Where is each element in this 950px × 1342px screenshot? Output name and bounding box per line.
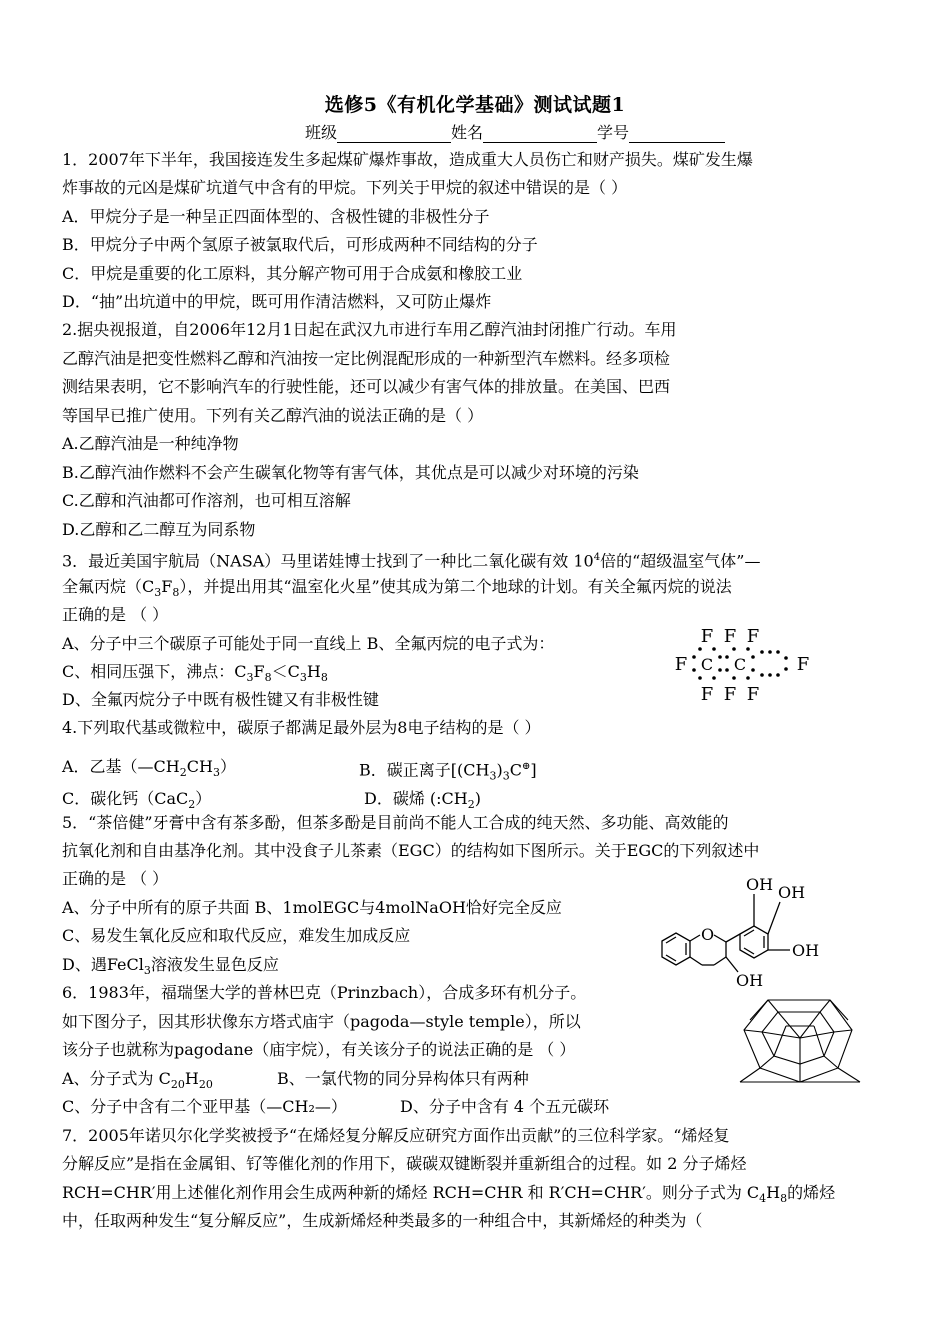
name-blank[interactable] (483, 125, 597, 143)
q4-text: C (509, 760, 522, 780)
q1-stem-line-2: 炸事故的元凶是煤矿坑道气中含有的甲烷。下列关于甲烷的叙述中错误的是（ ） (62, 178, 628, 197)
q3-subscript: 3 (154, 586, 162, 600)
fluorine-symbol: F (796, 654, 810, 675)
q3-subscript: 8 (264, 671, 272, 685)
q4-subscript: 3 (212, 766, 220, 780)
fluorine-symbol: F (723, 626, 737, 647)
q3-text: C、相同压强下，沸点：C (62, 662, 247, 681)
fluorine-symbol: F (723, 684, 737, 705)
q1-option-b: B．甲烷分子中两个氢原子被氯取代后，可形成两种不同结构的分子 (62, 235, 538, 254)
egc-structure-figure (650, 866, 830, 996)
number-label: 学号 (597, 123, 630, 142)
q2-option-d: D.乙醇和乙二醇互为同系物 (62, 520, 256, 539)
q3-text: 全氟丙烷（C (62, 577, 155, 596)
q7-text: 的烯烃 (787, 1183, 836, 1202)
q1-option-a: A．甲烷分子是一种呈正四面体型的、含极性键的非极性分子 (62, 207, 490, 226)
q7-text: H (766, 1183, 781, 1202)
q3-options-ab: A、分子中三个碳原子可能处于同一直线上 B、全氟丙烷的电子式为： (62, 634, 555, 653)
q3-subscript: 3 (246, 671, 254, 685)
carbon-symbol: C (700, 655, 714, 674)
hydroxyl-label: OH (736, 971, 764, 990)
fluorine-symbol: F (746, 684, 760, 705)
q1-stem-line-1: 1．2007年下半年，我国接连发生多起煤矿爆炸事故，造成重大人员伤亡和财产损失。煤矿发生爆 (62, 150, 753, 169)
q5-subscript: 3 (143, 964, 151, 978)
q3-text: H (306, 662, 321, 681)
q5-text: 溶液发生显色反应 (150, 955, 279, 974)
q3-text: ），并提出用其“温室化火星”使其成为第二个地球的计划。有关全氟丙烷的说法 (179, 577, 732, 596)
q6-option-a (62, 1069, 213, 1095)
q4-text: CH (186, 757, 213, 776)
q4-option-a (62, 757, 236, 783)
q4-subscript: 3 (489, 769, 497, 783)
name-label: 姓名 (451, 123, 484, 142)
q7-subscript: 4 (759, 1192, 767, 1206)
q5-stem-line-1: 5．“茶倍健”牙膏中含有茶多酚，但茶多酚是目前尚不能人工合成的纯天然、多功能、高效能的 (62, 813, 729, 832)
q1-option-d: D．“抽”出坑道中的甲烷，既可用作清洁燃料，又可防止爆炸 (62, 292, 492, 311)
q3-text: 倍的“超级温室气体”— (600, 551, 761, 571)
q4-text: ） (195, 789, 212, 808)
oxygen-label: O (701, 925, 715, 944)
q4-option-b (359, 757, 537, 787)
q5-stem-line-2: 抗氧化剂和自由基净化剂。其中没食子儿茶素（EGC）的结构如下图所示。关于EGC的下列叙述中 (62, 841, 760, 860)
q3-superscript: 4 (593, 552, 601, 563)
q4-subscript: 2 (467, 798, 475, 812)
q2-option-a: A.乙醇汽油是一种纯净物 (62, 434, 239, 453)
q3-option-d: D、全氟丙烷分子中既有极性键又有非极性键 (62, 690, 379, 709)
hydroxyl-label: OH (792, 941, 820, 960)
q6-text: A、分子式为 C (62, 1069, 171, 1088)
fluorine-symbol: F (700, 626, 714, 647)
q4-text: ） (219, 757, 236, 776)
q6-option-b: B、一氯代物的同分异构体只有两种 (277, 1069, 529, 1088)
pagodane-structure-figure (738, 990, 862, 1088)
q3-subscript: 8 (320, 671, 328, 685)
q7-stem-line-4: 中，任取两种发生“复分解反应”，生成新烯烃种类最多的一种组合中，其新烯烃的种类为（ (62, 1211, 703, 1230)
q4-subscript: 2 (179, 766, 187, 780)
q6-subscript: 20 (170, 1078, 185, 1092)
q2-option-b: B.乙醇汽油作燃料不会产生碳氧化物等有害气体，其优点是可以减少对环境的污染 (62, 463, 639, 482)
q4-superscript: ⊕ (521, 761, 531, 772)
q3-text: ＜C (271, 662, 300, 681)
q4-text: C．碳化钙（CaC (62, 789, 189, 808)
q4-text: ) (474, 789, 481, 808)
q3-option-c (62, 662, 328, 688)
q6-stem-line-1: 6．1983年，福瑞堡大学的普林巴克（Prinzbach），合成多环有机分子。 (62, 983, 587, 1002)
q2-option-c: C.乙醇和汽油都可作溶剂，也可相互溶解 (62, 491, 351, 510)
q6-option-d: D、分子中含有 4 个五元碳环 (400, 1097, 610, 1116)
q4-subscript: 2 (188, 798, 196, 812)
q7-stem-line-2: 分解反应”是指在金属钼、钌等催化剂的作用下，碳碳双键断裂并重新组合的过程。如 2 分子烯烃 (62, 1154, 747, 1173)
q3-stem-line-1 (62, 548, 760, 571)
q4-option-c (62, 789, 211, 815)
q7-text: RCH=CHR′用上述催化剂作用会生成两种新的烯烃 RCH=CHR 和 R′CH=CHR′。则分子式为 C (62, 1183, 760, 1202)
page-title: 选修5《有机化学基础》测试试题1 (324, 94, 626, 116)
q4-option-d (364, 789, 481, 815)
fluorine-symbol: F (674, 654, 688, 675)
q4-text: ) (496, 760, 503, 780)
class-blank[interactable] (337, 125, 451, 143)
q6-subscript: 20 (198, 1078, 213, 1092)
q6-text: H (184, 1069, 199, 1088)
q2-stem-line-2: 乙醇汽油是把变性燃料乙醇和汽油按一定比例混配形成的一种新型汽车燃料。经多项检 (62, 349, 671, 368)
q2-stem-line-1: 2.据央视报道，自2006年12月1日起在武汉九市进行车用乙醇汽油封闭推广行动。车用 (62, 320, 677, 339)
q6-stem-line-2: 如下图分子，因其形状像东方塔式庙宇（pagoda—style temple），所以 (62, 1012, 581, 1031)
q5-text: D、遇FeCl (62, 955, 144, 974)
q5-stem-line-3: 正确的是 （ ） (62, 869, 169, 888)
q4-text: ] (530, 760, 537, 780)
q4-stem: 4.下列取代基或微粒中，碳原子都满足最外层为8电子结构的是（ ） (62, 718, 541, 737)
class-label: 班级 (305, 123, 338, 142)
q7-stem-line-3 (62, 1183, 835, 1209)
q2-stem-line-3: 测结果表明，它不影响汽车的行驶性能，还可以减少有害气体的排放量。在美国、巴西 (62, 377, 671, 396)
q4-subscript: 3 (502, 769, 510, 783)
fluorine-symbol: F (746, 626, 760, 647)
q4-text: A．乙基（—CH (62, 757, 180, 776)
electron-formula-figure (670, 622, 820, 708)
hydroxyl-label: OH (778, 883, 806, 902)
q1-option-c: C．甲烷是重要的化工原料，其分解产物可用于合成氨和橡胶工业 (62, 264, 523, 283)
q3-text: F (161, 577, 173, 596)
q3-subscript: 3 (299, 671, 307, 685)
q7-subscript: 8 (780, 1192, 788, 1206)
q3-text: 3．最近美国宇航局（NASA）马里诺娃博士找到了一种比二氧化碳有效 10 (62, 551, 594, 571)
student-info-line (305, 120, 725, 143)
hydroxyl-label: OH (746, 875, 774, 894)
q6-option-c: C、分子中含有二个亚甲基（—CH₂—） (62, 1097, 347, 1116)
q4-text: D．碳烯 (:CH (364, 789, 468, 808)
carbon-symbol: C (733, 655, 747, 674)
q3-stem-line-2 (62, 577, 732, 603)
q3-subscript: 8 (172, 586, 180, 600)
fluorine-symbol: F (700, 684, 714, 705)
q3-stem-line-3: 正确的是 （ ） (62, 605, 169, 624)
number-blank[interactable] (629, 125, 725, 143)
q6-stem-line-3: 该分子也就称为pagodane（庙宇烷），有关该分子的说法正确的是 （ ） (62, 1040, 576, 1059)
q4-text: B．碳正离子[(CH (359, 760, 490, 780)
q5-option-d (62, 955, 279, 981)
q2-stem-line-4: 等国早已推广使用。下列有关乙醇汽油的说法正确的是（ ） (62, 406, 484, 425)
q5-option-c: C、易发生氧化反应和取代反应，难发生加成反应 (62, 926, 411, 945)
q7-stem-line-1: 7．2005年诺贝尔化学奖被授予“在烯烃复分解反应研究方面作出贡献”的三位科学家。“烯烃复 (62, 1126, 730, 1145)
q5-options-ab: A、分子中所有的原子共面 B、1molEGC与4molNaOH恰好完全反应 (62, 898, 562, 917)
q3-text: F (253, 662, 265, 681)
